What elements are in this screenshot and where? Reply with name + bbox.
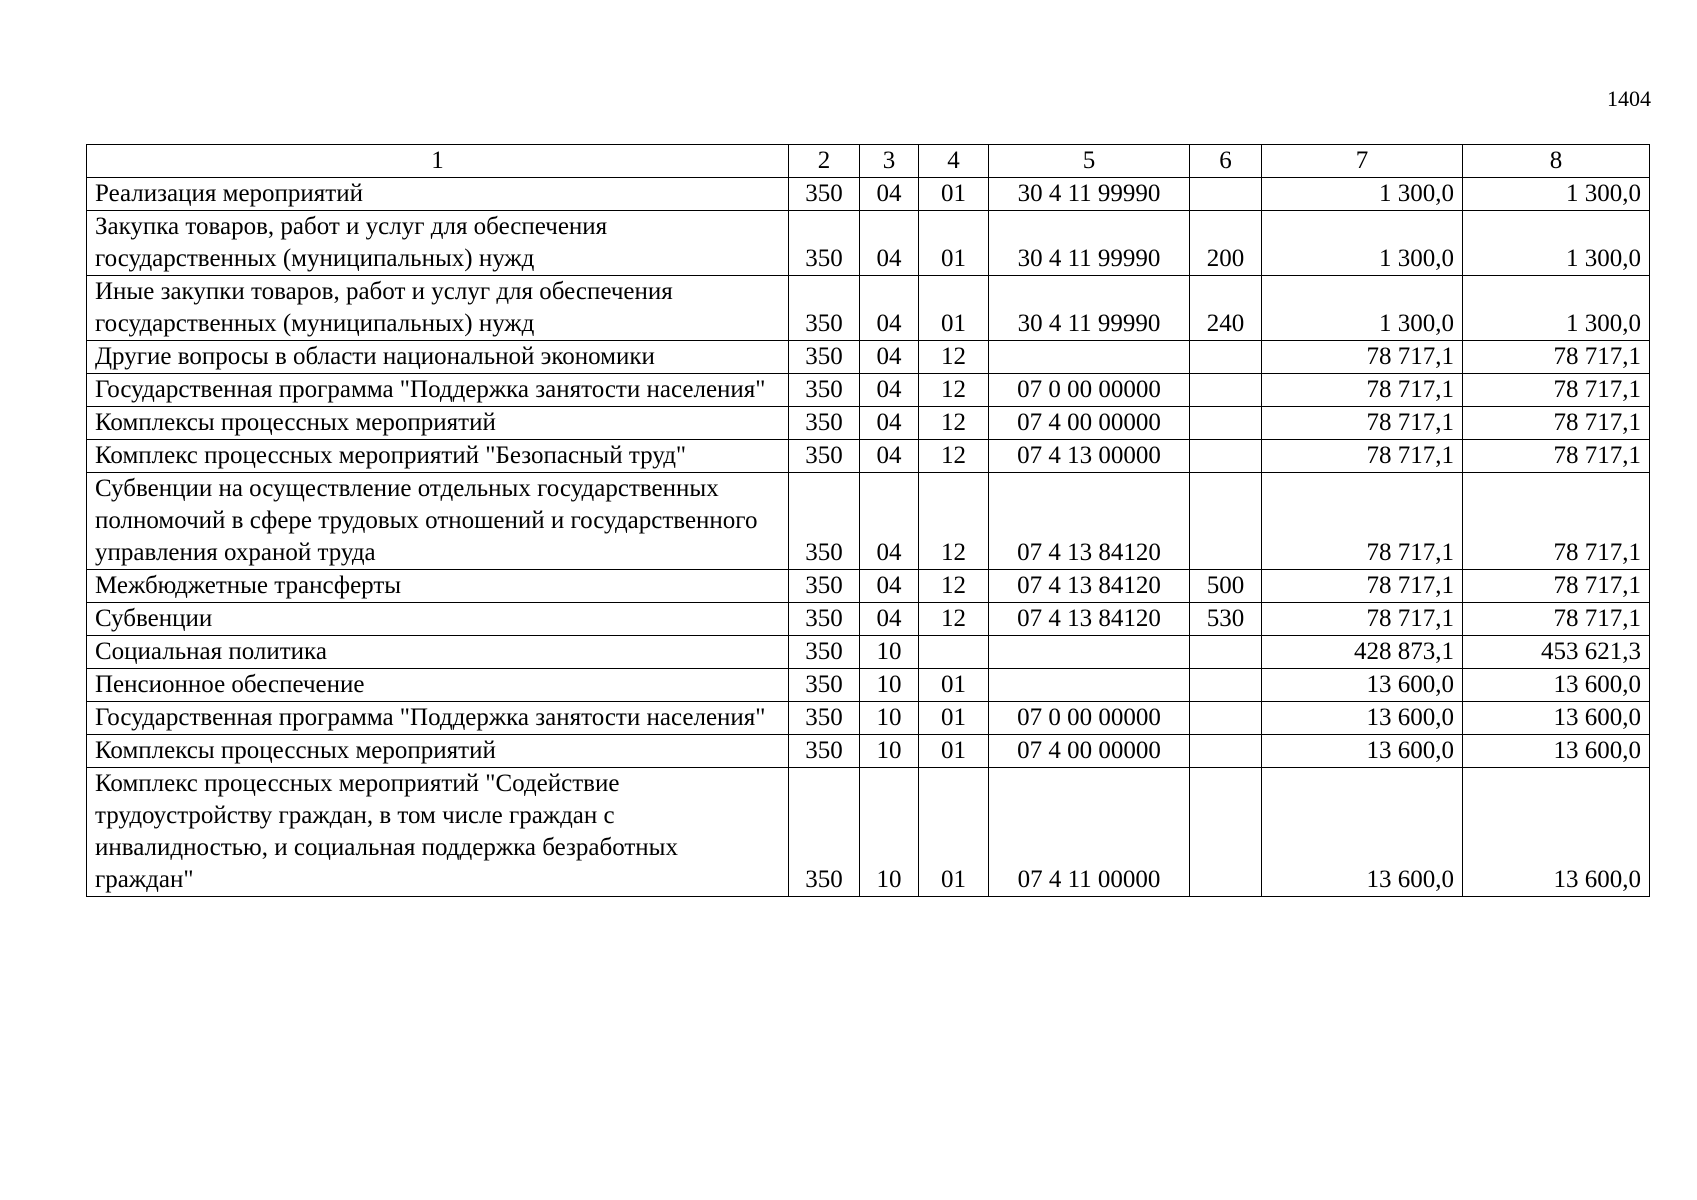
cell-col-5: 07 4 00 00000 [989,735,1190,768]
column-header: 7 [1262,145,1463,178]
cell-col-6 [1190,768,1262,897]
cell-col-2: 350 [789,341,860,374]
cell-col-8: 13 600,0 [1463,702,1650,735]
row-name: Государственная программа "Поддержка занятости населения" [87,374,789,407]
row-name: Субвенции [87,603,789,636]
row-name: Пенсионное обеспечение [87,669,789,702]
row-name: Субвенции на осуществление отдельных государственных полномочий в сфере трудовых отношений и государственного управления охраной труда [87,473,789,570]
cell-col-8: 78 717,1 [1463,603,1650,636]
row-name: Социальная политика [87,636,789,669]
cell-col-3: 10 [860,669,919,702]
cell-col-8: 1 300,0 [1463,211,1650,276]
cell-col-5: 07 4 13 84120 [989,570,1190,603]
cell-col-8: 78 717,1 [1463,440,1650,473]
cell-col-2: 350 [789,636,860,669]
cell-col-6: 200 [1190,211,1262,276]
table-row [87,341,1650,374]
cell-col-3: 10 [860,636,919,669]
table-row [87,570,1650,603]
row-name: Комплексы процессных мероприятий [87,735,789,768]
cell-col-5: 07 4 13 84120 [989,603,1190,636]
table-row [87,473,1650,570]
cell-col-2: 350 [789,276,860,341]
cell-col-8: 453 621,3 [1463,636,1650,669]
cell-col-6 [1190,702,1262,735]
column-header: 3 [860,145,919,178]
table-row [87,276,1650,341]
cell-col-4: 01 [919,211,989,276]
cell-col-5 [989,636,1190,669]
cell-col-3: 04 [860,440,919,473]
cell-col-5: 07 0 00 00000 [989,374,1190,407]
cell-col-2: 350 [789,735,860,768]
cell-col-4: 01 [919,735,989,768]
cell-col-4: 12 [919,407,989,440]
cell-col-2: 350 [789,669,860,702]
cell-col-8: 1 300,0 [1463,178,1650,211]
cell-col-5: 07 4 13 00000 [989,440,1190,473]
table-row [87,768,1650,897]
cell-col-8: 78 717,1 [1463,473,1650,570]
cell-col-7: 1 300,0 [1262,178,1463,211]
cell-col-4: 01 [919,669,989,702]
cell-col-2: 350 [789,407,860,440]
page-number: 1404 [1607,86,1651,111]
cell-col-7: 13 600,0 [1262,735,1463,768]
cell-col-4 [919,636,989,669]
row-name: Комплекс процессных мероприятий "Безопасный труд" [87,440,789,473]
cell-col-4: 12 [919,440,989,473]
column-header: 4 [919,145,989,178]
cell-col-8: 78 717,1 [1463,341,1650,374]
cell-col-7: 78 717,1 [1262,570,1463,603]
row-name: Реализация мероприятий [87,178,789,211]
cell-col-8: 78 717,1 [1463,570,1650,603]
row-name: Другие вопросы в области национальной экономики [87,341,789,374]
cell-col-7: 78 717,1 [1262,440,1463,473]
cell-col-7: 13 600,0 [1262,702,1463,735]
cell-col-8: 1 300,0 [1463,276,1650,341]
cell-col-7: 78 717,1 [1262,374,1463,407]
cell-col-6 [1190,669,1262,702]
table-row [87,735,1650,768]
row-name: Иные закупки товаров, работ и услуг для обеспечения государственных (муниципальных) нужд [87,276,789,341]
cell-col-5: 30 4 11 99990 [989,178,1190,211]
cell-col-2: 350 [789,603,860,636]
table-row [87,669,1650,702]
cell-col-2: 350 [789,440,860,473]
cell-col-3: 04 [860,407,919,440]
cell-col-8: 13 600,0 [1463,735,1650,768]
column-header: 1 [87,145,789,178]
cell-col-4: 12 [919,473,989,570]
cell-col-7: 78 717,1 [1262,341,1463,374]
cell-col-6 [1190,473,1262,570]
cell-col-3: 04 [860,374,919,407]
table-row [87,603,1650,636]
cell-col-5 [989,669,1190,702]
column-header: 6 [1190,145,1262,178]
cell-col-3: 04 [860,178,919,211]
row-name: Закупка товаров, работ и услуг для обеспечения государственных (муниципальных) нужд [87,211,789,276]
cell-col-6 [1190,341,1262,374]
cell-col-6: 240 [1190,276,1262,341]
cell-col-4: 01 [919,178,989,211]
row-name: Комплекс процессных мероприятий "Содействие трудоустройству граждан, в том числе граждан с инвалидностью, и социальная поддержка безработных граждан" [87,768,789,897]
cell-col-2: 350 [789,768,860,897]
cell-col-8: 78 717,1 [1463,374,1650,407]
cell-col-3: 10 [860,768,919,897]
cell-col-6 [1190,407,1262,440]
cell-col-3: 04 [860,473,919,570]
cell-col-7: 78 717,1 [1262,603,1463,636]
cell-col-5: 07 4 13 84120 [989,473,1190,570]
cell-col-3: 04 [860,603,919,636]
cell-col-4: 12 [919,570,989,603]
row-name: Межбюджетные трансферты [87,570,789,603]
cell-col-6 [1190,440,1262,473]
cell-col-6: 530 [1190,603,1262,636]
cell-col-7: 78 717,1 [1262,473,1463,570]
cell-col-4: 12 [919,603,989,636]
cell-col-6 [1190,636,1262,669]
cell-col-6 [1190,735,1262,768]
cell-col-5: 07 4 00 00000 [989,407,1190,440]
cell-col-4: 01 [919,768,989,897]
cell-col-5 [989,341,1190,374]
cell-col-2: 350 [789,702,860,735]
cell-col-6: 500 [1190,570,1262,603]
table-body [87,178,1650,897]
table-header-row [87,145,1650,178]
row-name: Государственная программа "Поддержка занятости населения" [87,702,789,735]
table-row [87,702,1650,735]
row-name: Комплексы процессных мероприятий [87,407,789,440]
cell-col-2: 350 [789,211,860,276]
cell-col-3: 04 [860,276,919,341]
cell-col-2: 350 [789,473,860,570]
cell-col-7: 428 873,1 [1262,636,1463,669]
cell-col-5: 30 4 11 99990 [989,211,1190,276]
cell-col-6 [1190,374,1262,407]
column-header: 5 [989,145,1190,178]
cell-col-3: 10 [860,702,919,735]
cell-col-5: 07 0 00 00000 [989,702,1190,735]
cell-col-4: 01 [919,702,989,735]
table-row [87,407,1650,440]
cell-col-2: 350 [789,178,860,211]
cell-col-3: 04 [860,211,919,276]
cell-col-7: 1 300,0 [1262,276,1463,341]
cell-col-3: 10 [860,735,919,768]
table-row [87,211,1650,276]
cell-col-2: 350 [789,570,860,603]
cell-col-7: 13 600,0 [1262,768,1463,897]
cell-col-7: 1 300,0 [1262,211,1463,276]
cell-col-3: 04 [860,570,919,603]
cell-col-4: 01 [919,276,989,341]
cell-col-4: 12 [919,374,989,407]
cell-col-2: 350 [789,374,860,407]
cell-col-5: 07 4 11 00000 [989,768,1190,897]
cell-col-6 [1190,178,1262,211]
table-row [87,440,1650,473]
column-header: 8 [1463,145,1650,178]
cell-col-5: 30 4 11 99990 [989,276,1190,341]
cell-col-7: 78 717,1 [1262,407,1463,440]
cell-col-3: 04 [860,341,919,374]
table-row [87,374,1650,407]
budget-table [86,144,1650,897]
cell-col-8: 13 600,0 [1463,768,1650,897]
column-header: 2 [789,145,860,178]
table-row [87,178,1650,211]
cell-col-7: 13 600,0 [1262,669,1463,702]
cell-col-4: 12 [919,341,989,374]
cell-col-8: 78 717,1 [1463,407,1650,440]
table-row [87,636,1650,669]
cell-col-8: 13 600,0 [1463,669,1650,702]
